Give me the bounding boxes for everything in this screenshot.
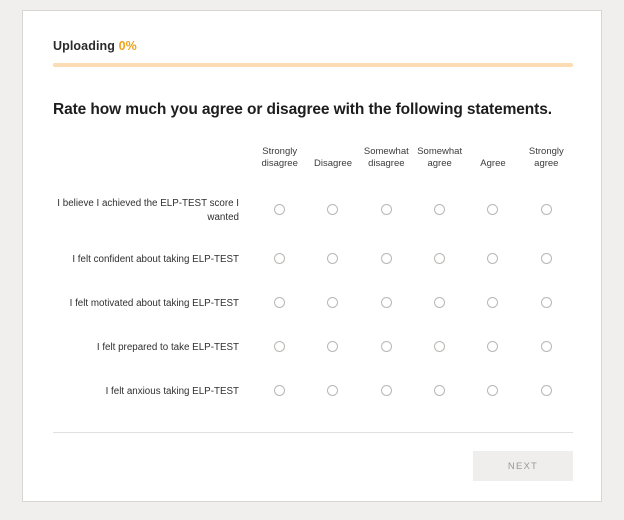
radio-button[interactable]	[381, 253, 392, 264]
radio-button[interactable]	[327, 204, 338, 215]
radio-cell-5-4[interactable]	[413, 370, 466, 414]
radio-button[interactable]	[327, 385, 338, 396]
radio-cell-3-4[interactable]	[413, 282, 466, 326]
radio-button[interactable]	[434, 385, 445, 396]
radio-button[interactable]	[541, 341, 552, 352]
radio-button[interactable]	[487, 297, 498, 308]
upload-status-label: Uploading	[53, 39, 116, 53]
radio-cell-1-2[interactable]	[306, 184, 359, 238]
radio-cell-4-2[interactable]	[306, 326, 359, 370]
upload-status	[53, 39, 573, 53]
radio-cell-5-3[interactable]	[360, 370, 413, 414]
radio-cell-4-1[interactable]	[253, 326, 306, 370]
page-title: Rate how much you agree or disagree with the following statements.	[53, 101, 552, 118]
radio-cell-2-2[interactable]	[306, 238, 359, 282]
radio-cell-4-6[interactable]	[520, 326, 573, 370]
radio-button[interactable]	[541, 253, 552, 264]
radio-button[interactable]	[487, 385, 498, 396]
radio-cell-3-2[interactable]	[306, 282, 359, 326]
scale-header-somewhat-agree: Somewhat agree	[417, 146, 463, 169]
scale-header-strongly-disagree: Strongly disagree	[261, 146, 298, 169]
table-row	[53, 282, 573, 326]
statement-label-4: I felt prepared to take ELP-TEST	[96, 342, 239, 354]
radio-button[interactable]	[274, 341, 285, 352]
radio-cell-1-1[interactable]	[253, 184, 306, 238]
radio-button[interactable]	[381, 341, 392, 352]
radio-cell-2-3[interactable]	[360, 238, 413, 282]
radio-cell-2-6[interactable]	[520, 238, 573, 282]
survey-content	[53, 39, 573, 481]
matrix-corner	[53, 145, 253, 184]
scale-header-agree: Agree	[480, 157, 506, 169]
statement-label-2: I felt confident about taking ELP-TEST	[72, 254, 239, 266]
radio-cell-3-6[interactable]	[520, 282, 573, 326]
radio-cell-5-5[interactable]	[466, 370, 519, 414]
table-row	[53, 370, 573, 414]
radio-cell-5-6[interactable]	[520, 370, 573, 414]
radio-button[interactable]	[274, 385, 285, 396]
matrix-header-row	[53, 145, 573, 184]
table-row	[53, 238, 573, 282]
radio-button[interactable]	[434, 341, 445, 352]
footer	[53, 451, 573, 481]
upload-percent: 0%	[118, 39, 137, 53]
radio-button[interactable]	[327, 297, 338, 308]
likert-matrix	[53, 145, 573, 414]
upload-progress-bar	[53, 63, 573, 67]
survey-card	[22, 10, 602, 502]
radio-button[interactable]	[487, 341, 498, 352]
radio-button[interactable]	[434, 253, 445, 264]
radio-cell-5-2[interactable]	[306, 370, 359, 414]
radio-button[interactable]	[434, 297, 445, 308]
radio-cell-3-5[interactable]	[466, 282, 519, 326]
radio-button[interactable]	[274, 253, 285, 264]
radio-cell-1-5[interactable]	[466, 184, 519, 238]
radio-button[interactable]	[327, 341, 338, 352]
next-button[interactable]: NEXT	[473, 451, 573, 481]
radio-button[interactable]	[381, 297, 392, 308]
radio-button[interactable]	[274, 297, 285, 308]
radio-button[interactable]	[487, 253, 498, 264]
radio-cell-2-5[interactable]	[466, 238, 519, 282]
radio-button[interactable]	[381, 204, 392, 215]
radio-cell-2-1[interactable]	[253, 238, 306, 282]
radio-button[interactable]	[541, 297, 552, 308]
table-row	[53, 184, 573, 238]
statement-label-3: I felt motivated about taking ELP-TEST	[69, 298, 239, 310]
scale-header-disagree: Disagree	[313, 157, 352, 169]
statement-label-5: I felt anxious taking ELP-TEST	[105, 386, 239, 398]
radio-cell-4-4[interactable]	[413, 326, 466, 370]
table-row	[53, 326, 573, 370]
radio-cell-5-1[interactable]	[253, 370, 306, 414]
radio-button[interactable]	[381, 385, 392, 396]
radio-cell-1-3[interactable]	[360, 184, 413, 238]
radio-cell-2-4[interactable]	[413, 238, 466, 282]
footer-divider	[53, 432, 573, 433]
scale-header-strongly-agree: Strongly agree	[528, 146, 564, 169]
radio-button[interactable]	[274, 204, 285, 215]
radio-cell-4-5[interactable]	[466, 326, 519, 370]
radio-button[interactable]	[541, 204, 552, 215]
radio-cell-1-6[interactable]	[520, 184, 573, 238]
radio-cell-3-1[interactable]	[253, 282, 306, 326]
statement-label-1: I believe I achieved the ELP-TEST score I wanted	[57, 197, 239, 223]
radio-button[interactable]	[541, 385, 552, 396]
scale-header-somewhat-disagree: Somewhat disagree	[363, 146, 409, 169]
radio-cell-3-3[interactable]	[360, 282, 413, 326]
radio-button[interactable]	[487, 204, 498, 215]
radio-button[interactable]	[434, 204, 445, 215]
radio-button[interactable]	[327, 253, 338, 264]
radio-cell-4-3[interactable]	[360, 326, 413, 370]
radio-cell-1-4[interactable]	[413, 184, 466, 238]
